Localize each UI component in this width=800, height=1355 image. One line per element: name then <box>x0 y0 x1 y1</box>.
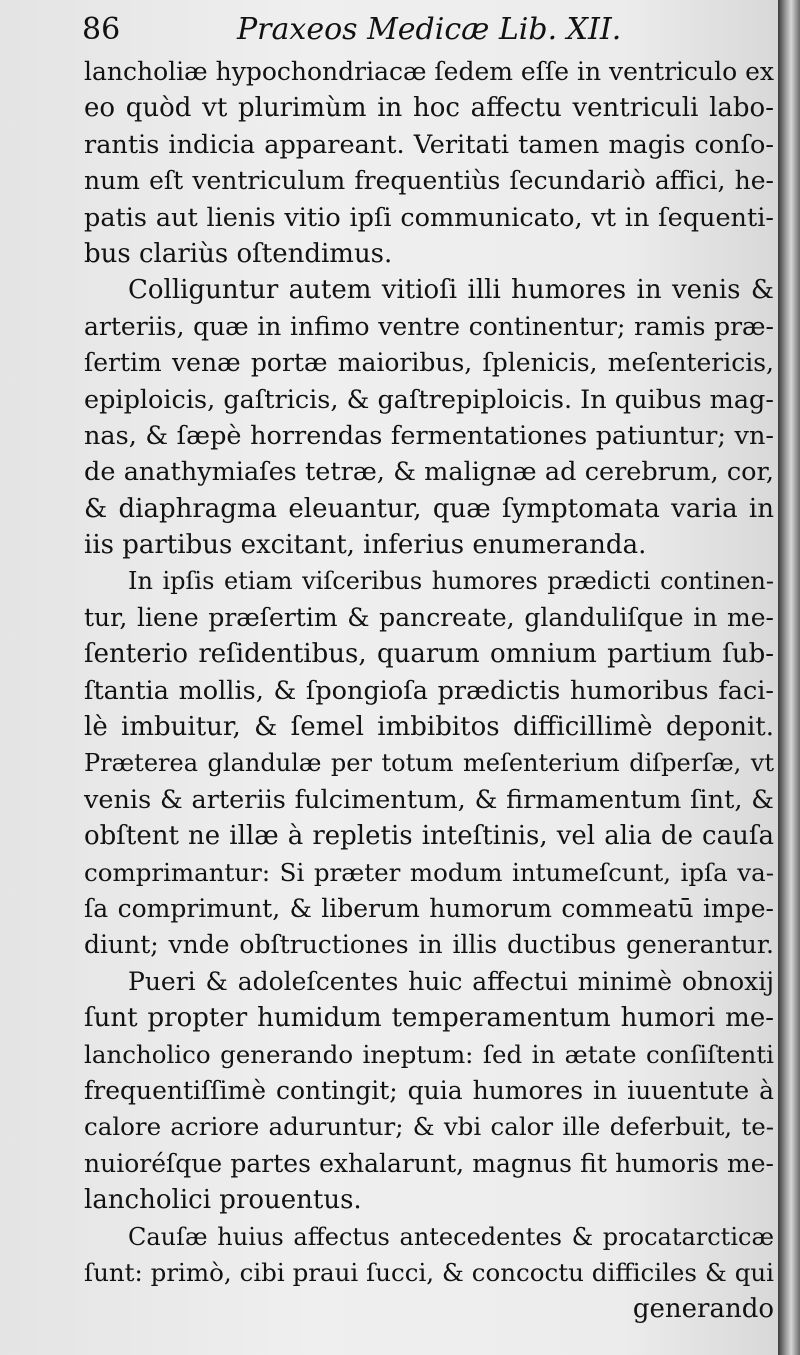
text-line: rantis indicia appareant. Veritati tamen magis conſo- <box>84 129 774 160</box>
text-line: patis aut lienis vitio ipſi communicato, vt in ſequenti- <box>84 202 774 233</box>
text-line: arteriis, quæ in infimo ventre continentur; ramis præ- <box>84 311 774 341</box>
text-line: Præterea glandulæ per totum meſenterium diſperſæ, vt <box>84 749 774 778</box>
running-title: Praxeos Medicæ Lib. XII. <box>237 12 622 47</box>
text-line: bus clariùs oſtendimus. <box>84 238 393 269</box>
text-line: eo quòd vt plurimùm in hoc affectu ventriculi labo- <box>84 93 774 124</box>
body-text <box>84 54 774 1328</box>
text-line: ſunt: primò, cibi praui ſucci, & concoctu difficiles & qui <box>84 1257 774 1287</box>
text-line: iis partibus excitant, inferius enumeranda. <box>84 530 647 561</box>
text-line: obſtent ne illæ à repletis inteſtinis, vel alia de cauſa <box>84 821 774 852</box>
text-line: ſenterio reſidentibus, quarum omnium partium ſub- <box>84 639 774 670</box>
text-line: comprimantur: Si præter modum intumeſcunt, ipſa va- <box>84 857 774 887</box>
text-line: ſunt propter humidum temperamentum humori me- <box>84 1003 774 1034</box>
text-line: Colliguntur autem vitioſi illi humores in venis & <box>128 275 774 306</box>
text-line: nuioréſque partes exhalarunt, magnus fit humoris me- <box>84 1148 774 1178</box>
running-head <box>82 12 722 52</box>
text-line: tur, liene præſertim & pancreate, glanduliſque in me- <box>84 602 774 632</box>
text-line: ſertim venæ portæ maioribus, ſplenicis, meſentericis, <box>84 348 774 378</box>
text-line: ſtantia mollis, & ſpongioſa prædictis humoribus faci- <box>84 675 774 706</box>
page-number: 86 <box>82 12 121 47</box>
text-line: lancholico generando ineptum: ſed in ætate conſiſtenti <box>84 1039 774 1069</box>
text-line: frequentiſſimè contingit; quia humores in iuuentute à <box>84 1075 774 1105</box>
text-line: de anathymiaſes tetræ, & malignæ ad cerebrum, cor, <box>84 457 774 488</box>
text-line: lancholici prouentus. <box>84 1185 362 1216</box>
text-line: Cauſæ huius affectus antecedentes & procatarcticæ <box>128 1222 774 1251</box>
text-line: lè imbuitur, & ſemel imbibitos difficillimè deponit. <box>84 712 774 743</box>
text-line: venis & arteriis fulcimentum, & firmamentum ſint, & <box>84 784 774 815</box>
text-line: diunt; vnde obſtructiones in illis ductibus generantur. <box>84 930 774 960</box>
page-gutter-edge <box>778 0 800 1355</box>
text-line: epiploicis, gaſtricis, & gaſtrepiploicis. In quibus mag- <box>84 384 774 415</box>
text-line: lancholiæ hypochondriacæ ſedem eſſe in ventriculo ex <box>84 57 775 86</box>
text-line: num eſt ventriculum frequentiùs ſecundariò affici, he- <box>84 166 774 196</box>
text-line: calore acriore aduruntur; & vbi calor ille deferbuit, te- <box>84 1112 774 1142</box>
catchword: generando <box>632 1294 774 1325</box>
text-line: nas, & ſæpè horrendas fermentationes patiuntur; vn- <box>84 420 774 451</box>
text-line: ſa comprimunt, & liberum humorum commeatū impe- <box>84 893 774 923</box>
text-line: & diaphragma eleuantur, quæ ſymptomata varia in <box>84 493 774 524</box>
text-line: Pueri & adoleſcentes huic affectui minimè obnoxij <box>128 966 774 996</box>
text-line: In ipſis etiam viſceribus humores prædicti continen- <box>128 567 774 596</box>
